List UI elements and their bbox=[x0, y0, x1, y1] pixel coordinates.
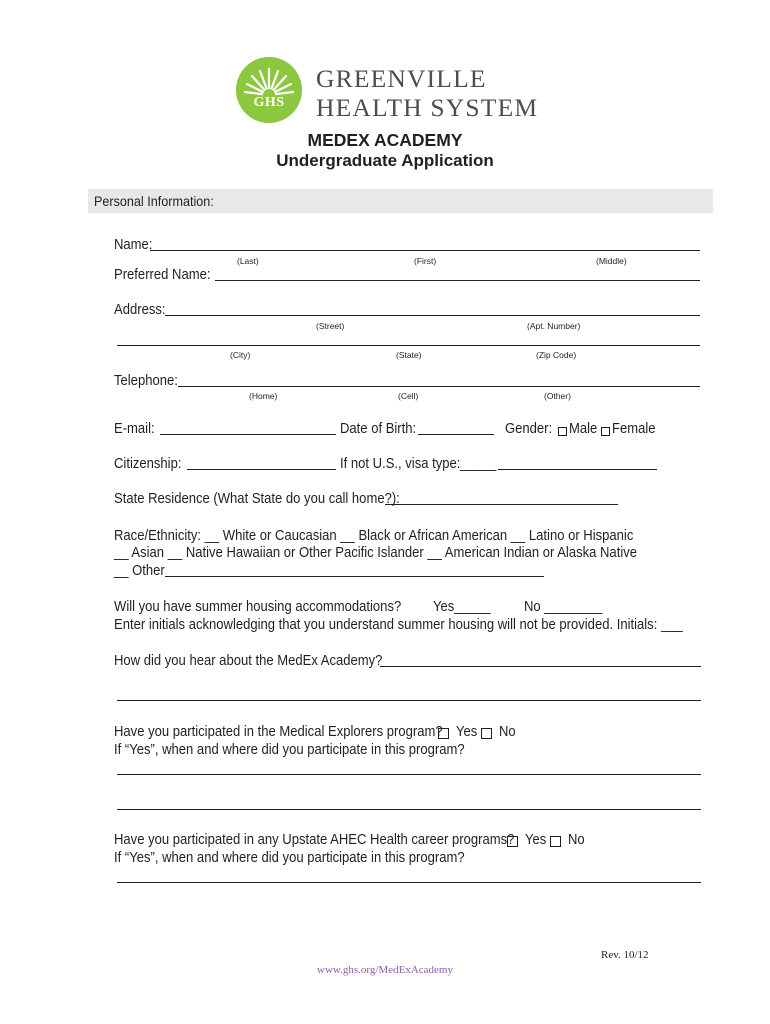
preferred-name-field[interactable] bbox=[215, 280, 700, 281]
dob-label: Date of Birth: bbox=[340, 421, 417, 437]
ahec-followup: If “Yes”, when and where did you participate in this program? bbox=[114, 850, 465, 866]
name-field[interactable] bbox=[150, 250, 700, 251]
hear-about-question: How did you hear about the MedEx Academy? bbox=[114, 653, 383, 669]
ahec-no-label: No bbox=[568, 832, 585, 848]
ahec-field[interactable] bbox=[117, 882, 701, 883]
female-checkbox[interactable] bbox=[601, 427, 610, 436]
address-label: Address: bbox=[114, 302, 166, 318]
medical-explorers-no-label: No bbox=[499, 724, 516, 740]
male-checkbox[interactable] bbox=[558, 427, 567, 436]
citizenship-field[interactable] bbox=[187, 469, 336, 470]
medical-explorers-yes-label: Yes bbox=[456, 724, 478, 740]
palm-tree-icon bbox=[236, 57, 302, 123]
address-sub-apt: (Apt. Number) bbox=[527, 321, 581, 331]
address-sub-zip: (Zip Code) bbox=[536, 350, 577, 360]
housing-initials[interactable]: Enter initials acknowledging that you understand summer housing will not be provided. Initials: ___ bbox=[114, 617, 683, 633]
name-label: Name: bbox=[114, 237, 153, 253]
male-label: Male bbox=[569, 421, 598, 437]
telephone-field[interactable] bbox=[178, 386, 700, 387]
brand-name-line2: HEALTH SYSTEM bbox=[316, 93, 539, 122]
street-field[interactable] bbox=[165, 315, 700, 316]
ahec-no-checkbox[interactable] bbox=[550, 836, 561, 847]
name-sub-last: (Last) bbox=[237, 256, 259, 266]
medical-explorers-followup: If “Yes”, when and where did you participate in this program? bbox=[114, 742, 465, 758]
telephone-sub-other: (Other) bbox=[544, 391, 571, 401]
telephone-sub-home: (Home) bbox=[249, 391, 278, 401]
email-label: E-mail: bbox=[114, 421, 155, 437]
logo-text: GHS bbox=[253, 95, 285, 110]
name-sub-middle: (Middle) bbox=[596, 256, 627, 266]
citizenship-label: Citizenship: bbox=[114, 456, 182, 472]
telephone-label: Telephone: bbox=[114, 373, 178, 389]
medical-explorers-question: Have you participated in the Medical Explorers program? bbox=[114, 724, 443, 740]
housing-no[interactable]: No ________ bbox=[524, 599, 603, 615]
state-residence-field[interactable] bbox=[385, 504, 618, 505]
visa-type-label: If not U.S., visa type: bbox=[340, 456, 461, 472]
race-other-field[interactable] bbox=[165, 576, 544, 577]
visa-type-short-blank[interactable]: _____ bbox=[460, 456, 497, 472]
city-state-zip-field[interactable] bbox=[117, 345, 700, 346]
hear-about-field-2[interactable] bbox=[117, 700, 701, 701]
dob-field[interactable] bbox=[418, 434, 494, 435]
ahec-yes-label: Yes bbox=[525, 832, 547, 848]
page-title: MEDEX ACADEMY bbox=[307, 130, 463, 150]
telephone-sub-cell: (Cell) bbox=[398, 391, 419, 401]
address-sub-city: (City) bbox=[230, 350, 251, 360]
footer-url-link[interactable]: www.ghs.org/MedExAcademy bbox=[317, 964, 453, 976]
medical-explorers-no-checkbox[interactable] bbox=[481, 728, 492, 739]
address-sub-street: (Street) bbox=[316, 321, 345, 331]
race-line-2[interactable]: __ Asian __ Native Hawaiian or Other Pacific Islander __ American Indian or Alaska Native bbox=[114, 545, 638, 561]
ahec-yes-checkbox[interactable] bbox=[507, 836, 518, 847]
medical-explorers-field-2[interactable] bbox=[117, 809, 701, 810]
medical-explorers-yes-checkbox[interactable] bbox=[438, 728, 449, 739]
visa-type-field[interactable] bbox=[498, 469, 657, 470]
page-subtitle: Undergraduate Application bbox=[276, 151, 494, 170]
gender-label: Gender: bbox=[505, 421, 553, 437]
email-field[interactable] bbox=[160, 434, 336, 435]
brand-name-line1: GREENVILLE bbox=[316, 64, 487, 93]
state-residence-label: State Residence (What State do you call home?): bbox=[114, 491, 400, 507]
race-line-1[interactable]: Race/Ethnicity: __ White or Caucasian __ Black or African American __ Latino or Hispanic bbox=[114, 528, 634, 544]
female-label: Female bbox=[612, 421, 656, 437]
name-sub-first: (First) bbox=[414, 256, 437, 266]
ghs-logo bbox=[236, 57, 302, 123]
housing-question: Will you have summer housing accommodations? bbox=[114, 599, 402, 615]
address-sub-state: (State) bbox=[396, 350, 422, 360]
revision-text: Rev. 10/12 bbox=[601, 949, 649, 961]
ahec-question: Have you participated in any Upstate AHEC Health career programs? bbox=[114, 832, 515, 848]
medical-explorers-field-1[interactable] bbox=[117, 774, 701, 775]
section-title: Personal Information: bbox=[94, 193, 214, 209]
housing-yes[interactable]: Yes_____ bbox=[433, 599, 491, 615]
preferred-name-label: Preferred Name: bbox=[114, 267, 211, 283]
race-other-label[interactable]: __ Other bbox=[114, 563, 165, 579]
hear-about-field-1[interactable] bbox=[380, 666, 701, 667]
